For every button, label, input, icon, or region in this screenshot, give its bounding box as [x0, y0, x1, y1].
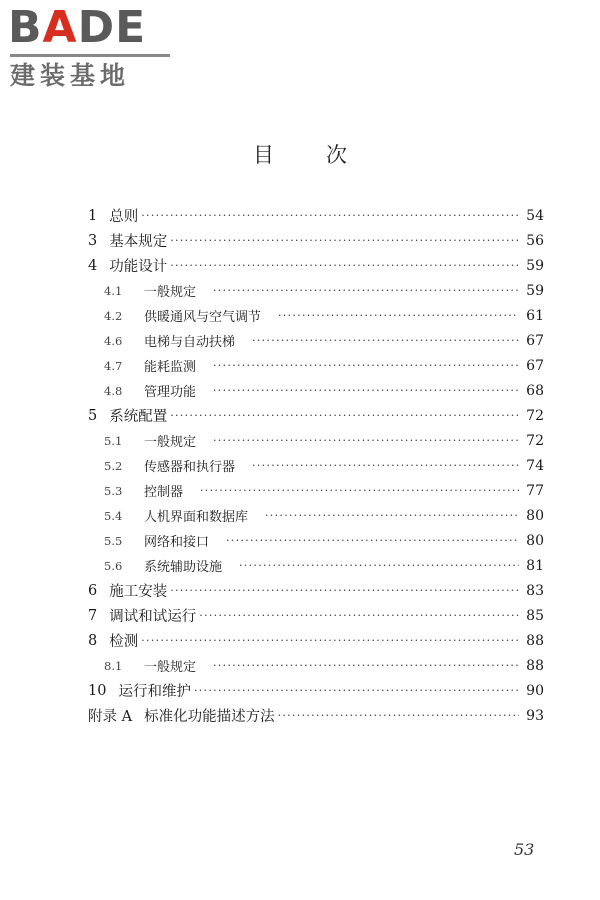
- toc-entry-label: 能耗监测: [144, 360, 197, 375]
- toc-subentry[interactable]: [88, 428, 544, 453]
- toc-leader-dots: [170, 584, 519, 597]
- toc-leader-dots: [170, 234, 519, 247]
- toc-entry-number: 8: [88, 632, 98, 649]
- toc-entry-number: 5.3: [104, 483, 123, 498]
- toc-entry-label: 一般规定: [144, 285, 197, 300]
- toc-entry-number: 5.6: [104, 558, 123, 573]
- toc-entry-page: 90: [526, 682, 544, 699]
- toc-entry-number: 3: [88, 232, 98, 249]
- toc-entry-page: 68: [526, 382, 544, 399]
- toc-entry-label: 控制器: [144, 485, 184, 500]
- toc-subentry[interactable]: [88, 278, 544, 303]
- toc-entry[interactable]: [88, 703, 544, 728]
- toc-leader-dots: [213, 284, 519, 297]
- toc-entry-number: 4: [88, 257, 98, 274]
- toc-entry-number: 5.1: [104, 433, 123, 448]
- toc-leader-dots: [170, 259, 519, 272]
- toc-entry-label: 检测: [109, 634, 139, 650]
- bade-logo: [8, 2, 178, 94]
- toc-leader-dots: [194, 684, 519, 697]
- toc-entry-page: 72: [526, 432, 544, 449]
- toc-entry-number: 5.2: [104, 458, 123, 473]
- toc-entry-number: 附录 A: [88, 709, 133, 725]
- toc-entry-number: 5: [88, 407, 98, 424]
- toc-leader-dots: [213, 384, 519, 397]
- toc-leader-dots: [213, 359, 519, 372]
- toc-leader-dots: [278, 709, 519, 722]
- toc-leader-dots: [170, 409, 519, 422]
- toc-leader-dots: [199, 609, 519, 622]
- toc-entry[interactable]: [88, 603, 544, 628]
- toc-entry-label: 一般规定: [144, 660, 197, 675]
- toc-leader-dots: [252, 334, 519, 347]
- toc-entry-page: 80: [526, 532, 544, 549]
- toc-entry-page: 54: [526, 207, 544, 224]
- toc-entry-label: 标准化功能描述方法: [144, 709, 275, 725]
- toc-entry-label: 一般规定: [144, 435, 197, 450]
- toc-entry[interactable]: [88, 578, 544, 603]
- toc-entry-number: 4.1: [104, 283, 123, 298]
- toc-entry-page: 67: [526, 332, 544, 349]
- toc-entry-page: 83: [526, 582, 544, 599]
- toc-subentry[interactable]: [88, 503, 544, 528]
- toc-entry-number: 5.4: [104, 508, 123, 523]
- toc-subentry[interactable]: [88, 528, 544, 553]
- toc-entry-page: 93: [526, 707, 544, 724]
- toc-leader-dots: [213, 434, 519, 447]
- toc-entry-page: 59: [526, 257, 544, 274]
- toc-entry[interactable]: [88, 403, 544, 428]
- toc-leader-dots: [226, 534, 519, 547]
- toc-entry-page: 74: [526, 457, 544, 474]
- toc-entry-label: 调试和试运行: [109, 609, 197, 625]
- logo-divider: [10, 54, 170, 57]
- toc-entry-number: 7: [88, 607, 98, 624]
- toc-entry-number: 8.1: [104, 658, 123, 673]
- toc-entry-page: 61: [526, 307, 544, 324]
- toc-entry-page: 72: [526, 407, 544, 424]
- toc-leader-dots: [239, 559, 519, 572]
- toc-entry-label: 网络和接口: [144, 535, 210, 550]
- toc-subentry[interactable]: [88, 328, 544, 353]
- toc-entry-label: 管理功能: [144, 385, 197, 400]
- toc-entry-label: 施工安装: [109, 584, 168, 600]
- toc-entry[interactable]: [88, 228, 544, 253]
- toc-entry-page: 80: [526, 507, 544, 524]
- toc-entry-label: 功能设计: [109, 259, 168, 275]
- toc-subentry[interactable]: [88, 653, 544, 678]
- toc-subentry[interactable]: [88, 478, 544, 503]
- table-of-contents: [88, 203, 544, 728]
- toc-entry[interactable]: [88, 678, 544, 703]
- toc-entry-label: 电梯与自动扶梯: [144, 335, 236, 350]
- toc-entry-label: 传感器和执行器: [144, 460, 236, 475]
- toc-entry-label: 供暖通风与空气调节: [144, 310, 262, 325]
- logo-subtitle: 建装基地: [10, 61, 131, 90]
- toc-leader-dots: [278, 309, 519, 322]
- toc-entry-number: 4.2: [104, 308, 123, 323]
- toc-entry-page: 88: [526, 632, 544, 649]
- toc-subentry[interactable]: [88, 353, 544, 378]
- toc-subentry[interactable]: [88, 303, 544, 328]
- toc-entry-page: 85: [526, 607, 544, 624]
- toc-entry-number: 6: [88, 582, 98, 599]
- toc-entry-number: 4.7: [104, 358, 123, 373]
- page-title: [0, 140, 600, 170]
- toc-subentry[interactable]: [88, 453, 544, 478]
- logo-wordmark: BADE: [8, 2, 147, 53]
- toc-leader-dots: [265, 509, 519, 522]
- toc-entry[interactable]: [88, 628, 544, 653]
- toc-entry-number: 4.6: [104, 333, 123, 348]
- toc-entry-label: 基本规定: [109, 234, 168, 250]
- toc-entry[interactable]: [88, 203, 544, 228]
- toc-leader-dots: [141, 209, 519, 222]
- toc-entry-label: 人机界面和数据库: [144, 510, 249, 525]
- toc-entry-number: 4.8: [104, 383, 123, 398]
- toc-entry-label: 系统辅助设施: [144, 560, 223, 575]
- toc-leader-dots: [141, 634, 519, 647]
- toc-entry-label: 系统配置: [109, 409, 168, 425]
- toc-entry-number: 10: [88, 682, 107, 699]
- toc-entry-page: 59: [526, 282, 544, 299]
- toc-leader-dots: [200, 484, 519, 497]
- toc-entry-label: 运行和维护: [118, 684, 191, 700]
- page-number: 53: [514, 840, 535, 859]
- toc-entry[interactable]: [88, 253, 544, 278]
- toc-leader-dots: [252, 459, 519, 472]
- title-char-1: 目: [253, 143, 274, 167]
- toc-entry-label: 总则: [109, 209, 139, 225]
- toc-entry-page: 56: [526, 232, 544, 249]
- toc-entry-page: 67: [526, 357, 544, 374]
- toc-entry-page: 88: [526, 657, 544, 674]
- toc-leader-dots: [213, 659, 519, 672]
- toc-entry-page: 81: [526, 557, 544, 574]
- toc-entry-page: 77: [526, 482, 544, 499]
- toc-subentry[interactable]: [88, 553, 544, 578]
- toc-subentry[interactable]: [88, 378, 544, 403]
- title-char-2: 次: [326, 143, 347, 167]
- toc-entry-number: 5.5: [104, 533, 123, 548]
- toc-entry-number: 1: [88, 207, 98, 224]
